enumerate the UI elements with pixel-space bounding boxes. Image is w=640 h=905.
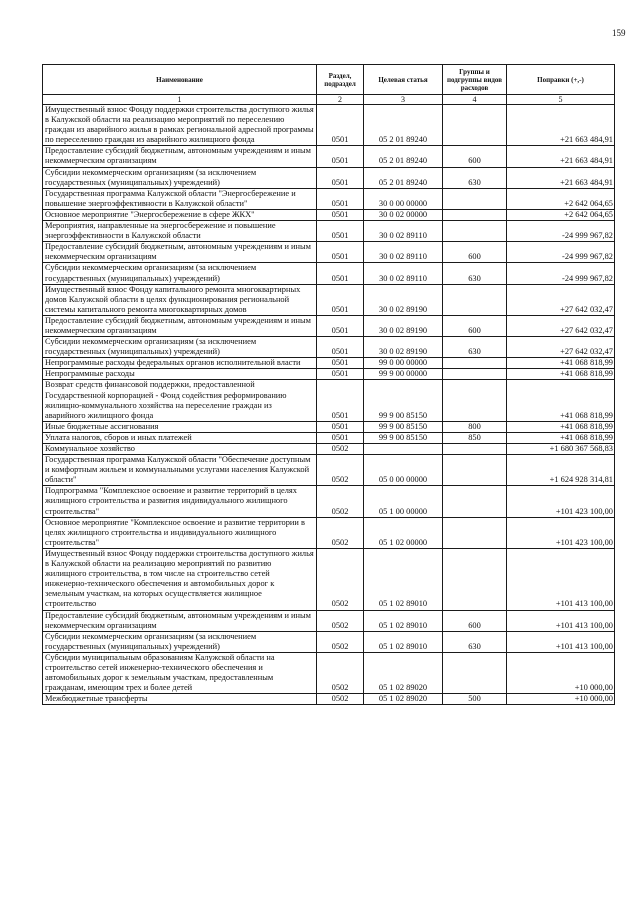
table-row bbox=[43, 284, 615, 315]
row-group: 600 bbox=[443, 610, 507, 631]
row-group: 630 bbox=[443, 337, 507, 358]
row-section: 0501 bbox=[317, 146, 364, 167]
table-row bbox=[43, 188, 615, 209]
table-row bbox=[43, 486, 615, 517]
header-target: Целевая статья bbox=[364, 65, 443, 95]
row-name: Предоставление субсидий бюджетным, автономным учреждениям и иным некоммерческим организациям bbox=[43, 242, 317, 263]
row-amount: +41 068 818,99 bbox=[507, 369, 615, 380]
row-section: 0502 bbox=[317, 486, 364, 517]
table-row bbox=[43, 432, 615, 443]
row-section: 0501 bbox=[317, 358, 364, 369]
row-section: 0502 bbox=[317, 548, 364, 610]
row-target: 99 9 00 85150 bbox=[364, 421, 443, 432]
table-row bbox=[43, 444, 615, 455]
row-name: Предоставление субсидий бюджетным, автономным учреждениям и иным некоммерческим организациям bbox=[43, 610, 317, 631]
row-group bbox=[443, 517, 507, 548]
row-group: 600 bbox=[443, 242, 507, 263]
row-name: Основное мероприятие "Комплексное освоение и развитие территории в целях жилищного строительства и индивидуального жилищного строительства" bbox=[43, 517, 317, 548]
row-amount: +101 413 100,00 bbox=[507, 631, 615, 652]
row-section: 0502 bbox=[317, 631, 364, 652]
table-row bbox=[43, 610, 615, 631]
row-name: Предоставление субсидий бюджетным, автономным учреждениям и иным некоммерческим организациям bbox=[43, 146, 317, 167]
row-group bbox=[443, 209, 507, 220]
row-amount: -24 999 967,82 bbox=[507, 242, 615, 263]
row-target: 05 1 02 89020 bbox=[364, 694, 443, 705]
row-amount: +2 642 064,65 bbox=[507, 209, 615, 220]
table-row bbox=[43, 337, 615, 358]
row-group bbox=[443, 105, 507, 146]
header-groups: Группы и подгруппы видов расходов bbox=[443, 65, 507, 95]
row-name: Уплата налогов, сборов и иных платежей bbox=[43, 432, 317, 443]
column-number: 4 bbox=[443, 95, 507, 105]
row-group: 850 bbox=[443, 432, 507, 443]
row-group: 630 bbox=[443, 167, 507, 188]
row-target: 05 2 01 89240 bbox=[364, 105, 443, 146]
table-row bbox=[43, 694, 615, 705]
row-group: 630 bbox=[443, 631, 507, 652]
row-section: 0501 bbox=[317, 242, 364, 263]
row-target: 99 0 00 00000 bbox=[364, 358, 443, 369]
table-row bbox=[43, 652, 615, 693]
row-section: 0501 bbox=[317, 337, 364, 358]
row-section: 0501 bbox=[317, 188, 364, 209]
row-name: Мероприятия, направленные на энергосбережение и повышение энергоэффективности в Калужской области bbox=[43, 221, 317, 242]
column-number: 3 bbox=[364, 95, 443, 105]
row-amount: +41 068 818,99 bbox=[507, 380, 615, 421]
row-amount: +21 663 484,91 bbox=[507, 105, 615, 146]
row-target: 05 1 02 89010 bbox=[364, 631, 443, 652]
row-amount: +10 000,00 bbox=[507, 694, 615, 705]
table-row bbox=[43, 242, 615, 263]
row-target: 30 0 02 89110 bbox=[364, 221, 443, 242]
row-name: Субсидии некоммерческим организациям (за исключением государственных (муниципальных) учреждений) bbox=[43, 167, 317, 188]
row-target: 30 0 02 89190 bbox=[364, 337, 443, 358]
row-name: Имущественный взнос Фонду поддержки строительства доступного жилья в Калужской области на реализацию мероприятий по переселению граждан из аварийного жилья в рамках региональной адресной программы по переселению граждан из аварийного жилищного фонда bbox=[43, 105, 317, 146]
row-amount: +27 642 032,47 bbox=[507, 284, 615, 315]
budget-table bbox=[42, 64, 615, 705]
header-amend: Поправки (+,-) bbox=[507, 65, 615, 95]
row-target: 05 1 02 89020 bbox=[364, 652, 443, 693]
table-row bbox=[43, 358, 615, 369]
row-section: 0501 bbox=[317, 167, 364, 188]
row-target: 99 9 00 85150 bbox=[364, 380, 443, 421]
row-section: 0501 bbox=[317, 221, 364, 242]
row-target: 05 2 01 89240 bbox=[364, 146, 443, 167]
table-row bbox=[43, 455, 615, 486]
row-section: 0501 bbox=[317, 263, 364, 284]
row-target: 30 0 02 89110 bbox=[364, 242, 443, 263]
row-amount: +21 663 484,91 bbox=[507, 167, 615, 188]
row-target: 05 1 02 89010 bbox=[364, 610, 443, 631]
row-section: 0502 bbox=[317, 455, 364, 486]
row-group bbox=[443, 486, 507, 517]
row-name: Возврат средств финансовой поддержки, предоставленной Государственной корпорацией - Фонд содействия реформированию жилищно-коммунального хозяйства на переселение граждан из аварийного жилищного фонда bbox=[43, 380, 317, 421]
row-name: Имущественный взнос Фонду капитального ремонта многоквартирных домов Калужской области в целях функционирования региональной системы капитального ремонта многоквартирных домов bbox=[43, 284, 317, 315]
table-row bbox=[43, 369, 615, 380]
row-target: 99 9 00 00000 bbox=[364, 369, 443, 380]
column-number-row bbox=[43, 95, 615, 105]
header-section: Раздел, подраздел bbox=[317, 65, 364, 95]
row-section: 0502 bbox=[317, 444, 364, 455]
row-target: 05 1 02 00000 bbox=[364, 517, 443, 548]
row-group bbox=[443, 380, 507, 421]
table-row bbox=[43, 631, 615, 652]
row-amount: +101 423 100,00 bbox=[507, 486, 615, 517]
row-section: 0501 bbox=[317, 315, 364, 336]
page-number: 159 bbox=[612, 28, 626, 38]
table-row bbox=[43, 315, 615, 336]
row-target: 05 1 00 00000 bbox=[364, 486, 443, 517]
row-amount: -24 999 967,82 bbox=[507, 221, 615, 242]
row-name: Иные бюджетные ассигнования bbox=[43, 421, 317, 432]
row-amount: +21 663 484,91 bbox=[507, 146, 615, 167]
table-row bbox=[43, 221, 615, 242]
row-name: Субсидии некоммерческим организациям (за исключением государственных (муниципальных) учреждений) bbox=[43, 631, 317, 652]
row-target: 05 0 00 00000 bbox=[364, 455, 443, 486]
row-section: 0502 bbox=[317, 517, 364, 548]
table-row bbox=[43, 263, 615, 284]
row-name: Субсидии некоммерческим организациям (за исключением государственных (муниципальных) учреждений) bbox=[43, 263, 317, 284]
row-section: 0501 bbox=[317, 284, 364, 315]
row-amount: +27 642 032,47 bbox=[507, 315, 615, 336]
row-name: Предоставление субсидий бюджетным, автономным учреждениям и иным некоммерческим организациям bbox=[43, 315, 317, 336]
row-amount: +10 000,00 bbox=[507, 652, 615, 693]
row-name: Государственная программа Калужской области "Обеспечение доступным и комфортным жильем и коммунальными услугами населения Калужской области" bbox=[43, 455, 317, 486]
table-row bbox=[43, 146, 615, 167]
header-name: Наименование bbox=[43, 65, 317, 95]
row-section: 0502 bbox=[317, 652, 364, 693]
row-section: 0501 bbox=[317, 105, 364, 146]
row-amount: +1 624 928 314,81 bbox=[507, 455, 615, 486]
table-row bbox=[43, 517, 615, 548]
row-group bbox=[443, 284, 507, 315]
row-group bbox=[443, 188, 507, 209]
table-row bbox=[43, 380, 615, 421]
row-amount: +41 068 818,99 bbox=[507, 358, 615, 369]
row-name: Государственная программа Калужской области "Энергосбережение и повышение энергоэффективности в Калужской области" bbox=[43, 188, 317, 209]
row-name: Подпрограмма "Комплексное освоение и развитие территорий в целях жилищного строительства и развития индивидуального жилищного строительства" bbox=[43, 486, 317, 517]
row-name: Субсидии некоммерческим организациям (за исключением государственных (муниципальных) учреждений) bbox=[43, 337, 317, 358]
row-name: Основное мероприятие "Энергосбережение в сфере ЖКХ" bbox=[43, 209, 317, 220]
row-section: 0501 bbox=[317, 432, 364, 443]
table-row bbox=[43, 209, 615, 220]
table-row bbox=[43, 167, 615, 188]
row-section: 0501 bbox=[317, 369, 364, 380]
row-group: 600 bbox=[443, 315, 507, 336]
row-amount: +101 423 100,00 bbox=[507, 517, 615, 548]
table-header-row bbox=[43, 65, 615, 95]
row-group: 630 bbox=[443, 263, 507, 284]
row-group bbox=[443, 369, 507, 380]
row-name: Коммунальное хозяйство bbox=[43, 444, 317, 455]
row-amount: +41 068 818,99 bbox=[507, 432, 615, 443]
row-target: 05 2 01 89240 bbox=[364, 167, 443, 188]
table-row bbox=[43, 548, 615, 610]
column-number: 2 bbox=[317, 95, 364, 105]
row-group bbox=[443, 548, 507, 610]
row-name: Имущественный взнос Фонду поддержки строительства доступного жилья в Калужской области на реализацию мероприятий по развитию жилищного строительства, в том числе на строительство сетей инженерно-технического обеспечения и автомобильных дорог к земельным участкам, на которых осуществляется жилищное строительство bbox=[43, 548, 317, 610]
row-amount: -24 999 967,82 bbox=[507, 263, 615, 284]
row-amount: +41 068 818,99 bbox=[507, 421, 615, 432]
row-section: 0502 bbox=[317, 694, 364, 705]
row-target: 05 1 02 89010 bbox=[364, 548, 443, 610]
row-group bbox=[443, 358, 507, 369]
row-group bbox=[443, 652, 507, 693]
row-name: Непрограммные расходы федеральных органов исполнительной власти bbox=[43, 358, 317, 369]
row-amount: +1 680 367 568,83 bbox=[507, 444, 615, 455]
row-target: 30 0 00 00000 bbox=[364, 188, 443, 209]
row-amount: +101 413 100,00 bbox=[507, 548, 615, 610]
row-target: 30 0 02 00000 bbox=[364, 209, 443, 220]
row-name: Межбюджетные трансферты bbox=[43, 694, 317, 705]
column-number: 5 bbox=[507, 95, 615, 105]
row-target: 30 0 02 89190 bbox=[364, 315, 443, 336]
row-amount: +2 642 064,65 bbox=[507, 188, 615, 209]
table-row bbox=[43, 105, 615, 146]
row-target: 30 0 02 89110 bbox=[364, 263, 443, 284]
row-section: 0502 bbox=[317, 610, 364, 631]
row-target: 99 9 00 85150 bbox=[364, 432, 443, 443]
row-amount: +27 642 032,47 bbox=[507, 337, 615, 358]
row-amount: +101 413 100,00 bbox=[507, 610, 615, 631]
row-group bbox=[443, 221, 507, 242]
row-group: 600 bbox=[443, 146, 507, 167]
column-number: 1 bbox=[43, 95, 317, 105]
row-group: 800 bbox=[443, 421, 507, 432]
row-name: Непрограммные расходы bbox=[43, 369, 317, 380]
table-row bbox=[43, 421, 615, 432]
row-group: 500 bbox=[443, 694, 507, 705]
row-section: 0501 bbox=[317, 421, 364, 432]
row-target bbox=[364, 444, 443, 455]
row-group bbox=[443, 444, 507, 455]
row-group bbox=[443, 455, 507, 486]
row-section: 0501 bbox=[317, 209, 364, 220]
row-section: 0501 bbox=[317, 380, 364, 421]
row-name: Субсидии муниципальным образованиям Калужской области на строительство сетей инженерно-технического обеспечения и автомобильных дорог к земельным участкам, предоставленным гражданам, имеющим трех и более детей bbox=[43, 652, 317, 693]
row-target: 30 0 02 89190 bbox=[364, 284, 443, 315]
